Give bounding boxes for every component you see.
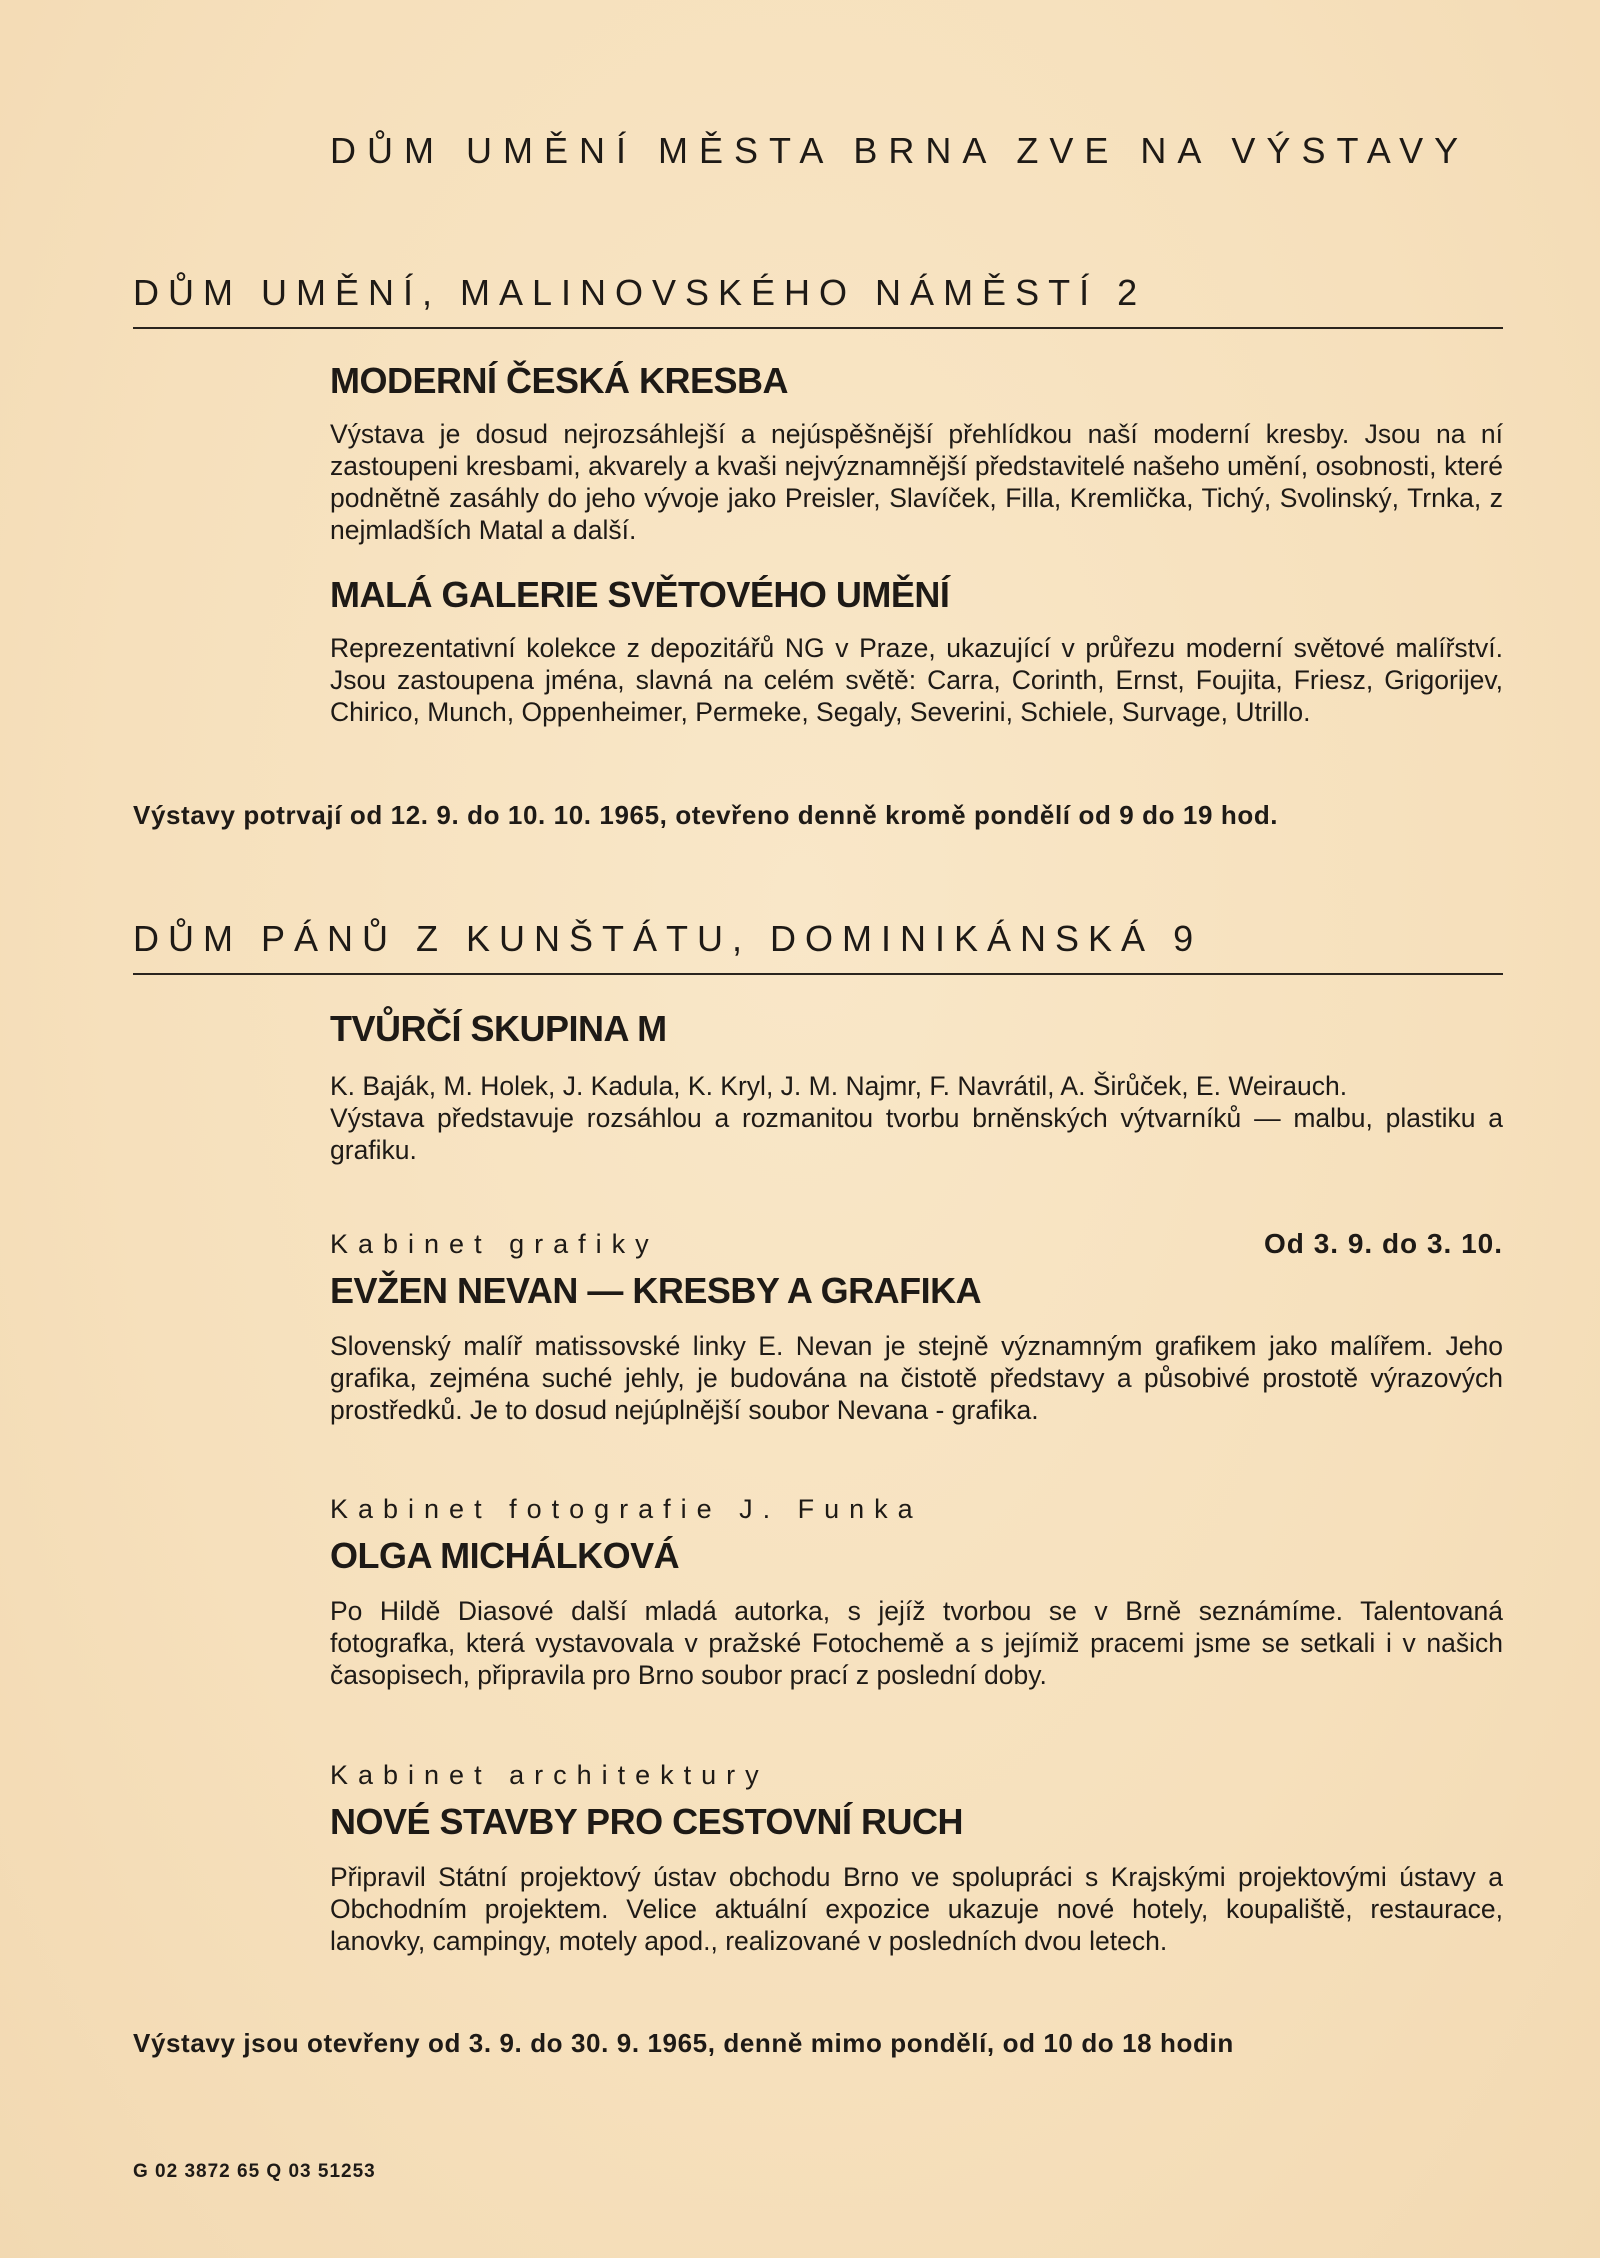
exhibition-description: Slovenský malíř matissovské linky E. Nevan je stejně významným grafikem jako malířem. Jeho grafika, zejména suché jehly, je budována na čistotě představy a působivé prostotě výrazových prostředků. Je to dosud nejúplnější soubor Nevana - grafika. <box>330 1331 1503 1425</box>
exhibition-description: Výstava představuje rozsáhlou a rozmanitou tvorbu brněnských výtvarníků — malbu, plastiku a grafiku. <box>330 1103 1503 1165</box>
opening-hours-venue-1: Výstavy potrvají od 12. 9. do 10. 10. 1965, otevřeno denně kromě pondělí od 9 do 19 hod. <box>133 800 1279 830</box>
exhibition-title: NOVÉ STAVBY PRO CESTOVNÍ RUCH <box>330 1801 963 1842</box>
print-code: G 02 3872 65 Q 03 51253 <box>133 2161 376 2182</box>
venue-heading-dum-panu-z-kunstatu: DŮM PÁNŮ Z KUNŠTÁTU, DOMINIKÁNSKÁ 9 <box>133 918 1203 959</box>
cabinet-fotografie <box>330 1494 1503 1691</box>
exhibition-title: OLGA MICHÁLKOVÁ <box>330 1535 680 1576</box>
exhibition-title: TVŮRČÍ SKUPINA M <box>330 1008 667 1049</box>
exhibition-description: Po Hildě Diasové další mladá autorka, s jejíž tvorbou se v Brně seznámíme. Talentovaná fotografka, která vystavovala v pražské Fotochemě a s jejímiž pracemi jsme se setkali i v našich časopisech, připravila pro Brno soubor prací z poslední doby. <box>330 1596 1503 1690</box>
cabinet-label: Kabinet grafiky <box>330 1229 659 1259</box>
exhibition-tvurci-skupina-m <box>330 1008 1503 1166</box>
cabinet-date: Od 3. 9. do 3. 10. <box>1264 1228 1503 1259</box>
exhibition-description: Připravil Státní projektový ústav obchodu Brno ve spolupráci s Krajskými projektovými ústavy a Obchodním projektem. Velice aktuální expozice ukazuje nové hotely, koupaliště, restaurace, lanovky, campingy, motely apod., realizované v posledních dvou letech. <box>330 1862 1503 1956</box>
exhibition-title: MODERNÍ ČESKÁ KRESBA <box>330 360 789 401</box>
cabinet-label: Kabinet fotografie J. Funka <box>330 1494 923 1524</box>
page-title: DŮM UMĚNÍ MĚSTA BRNA ZVE NA VÝSTAVY <box>330 130 1470 171</box>
opening-hours-venue-2: Výstavy jsou otevřeny od 3. 9. do 30. 9. 1965, denně mimo pondělí, od 10 do 18 hodin <box>133 2028 1234 2058</box>
divider-rule <box>133 327 1503 329</box>
venue-heading-dum-umeni: DŮM UMĚNÍ, MALINOVSKÉHO NÁMĚSTÍ 2 <box>133 272 1147 313</box>
cabinet-grafiky <box>330 1228 1503 1426</box>
exhibition-title: MALÁ GALERIE SVĚTOVÉHO UMĚNÍ <box>330 574 950 615</box>
exhibition-description: Výstava je dosud nejrozsáhlejší a nejúspěšnější přehlídkou naší moderní kresby. Jsou na ní zastoupeni kresbami, akvarely a kvaši nejvýznamnější představitelé našeho umění, osobnosti, které podnětně zasáhly do jeho vývoje jako Preisler, Slavíček, Filla, Kremlička, Tichý, Svolinský, Trnka, z nejmladších Matal a další. <box>330 419 1503 545</box>
exhibition-mala-galerie <box>330 574 1503 728</box>
cabinet-label: Kabinet architektury <box>330 1760 769 1790</box>
exhibition-description: Reprezentativní kolekce z depozitářů NG v Praze, ukazující v průřezu moderní světové malířství. Jsou zastoupena jména, slavná na celém světě: Carra, Corinth, Ernst, Foujita, Friesz, Grigorijev, Chirico, Munch, Oppenheimer, Permeke, Segaly, Severini, Schiele, Survage, Utrillo. <box>330 633 1503 727</box>
exhibition-moderni-ceska-kresba <box>330 360 1503 546</box>
exhibition-members: K. Baják, M. Holek, J. Kadula, K. Kryl, J. M. Najmr, F. Navrátil, A. Širůček, E. Weirauch. <box>330 1071 1348 1101</box>
cabinet-architektury <box>330 1760 1503 1957</box>
exhibition-title: EVŽEN NEVAN — KRESBY A GRAFIKA <box>330 1270 982 1311</box>
divider-rule <box>133 973 1503 975</box>
